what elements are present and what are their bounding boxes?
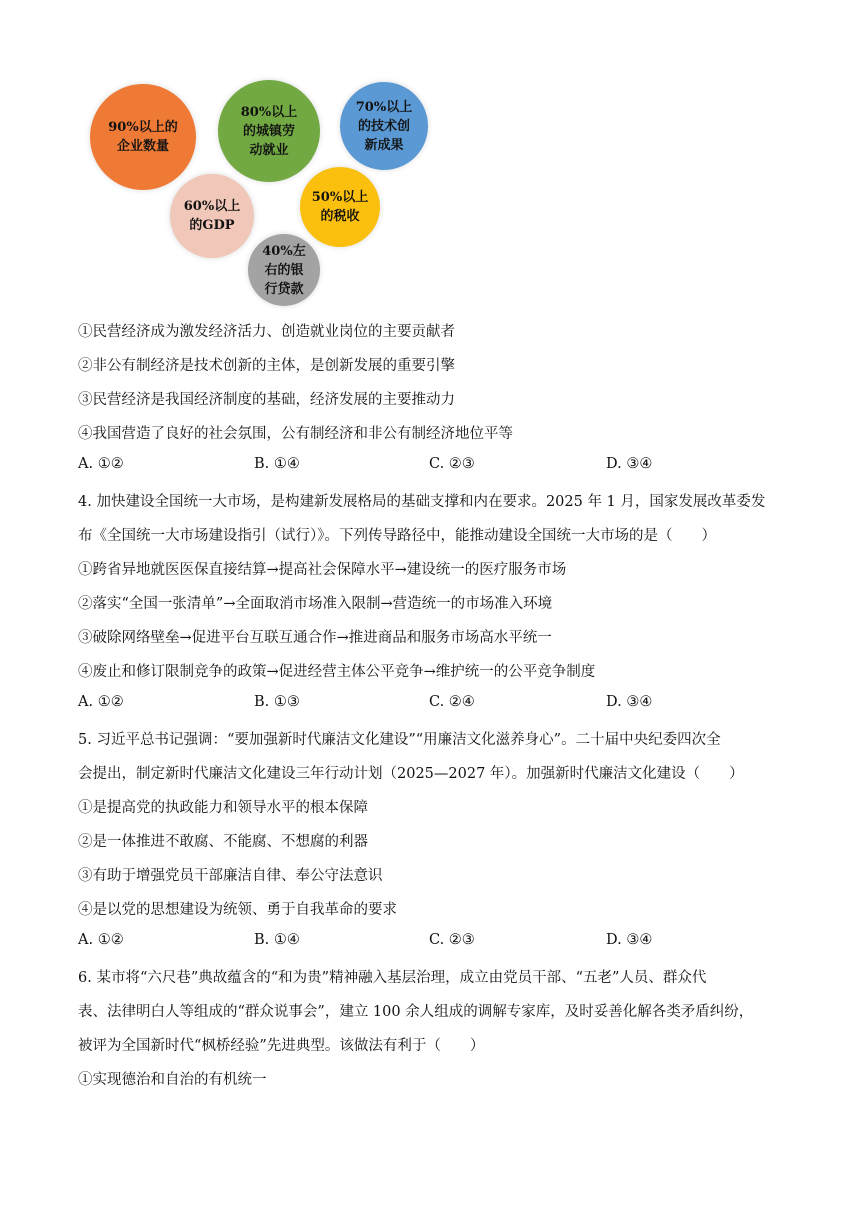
q3-option-b[interactable]: B. ①④ [254, 456, 300, 472]
q4-item-3: ③破除网络壁垒→促进平台互联互通合作→推进商品和服务市场高水平统一 [78, 630, 552, 646]
bubble-label: 90%以上的 企业数量 [108, 120, 178, 154]
bubble-label: 80%以上 的城镇劳 动就业 [240, 104, 298, 158]
bubble-bank-loans [248, 234, 320, 306]
q4-option-b[interactable]: B. ①③ [254, 694, 300, 710]
q6-item-1: ①实现德治和自治的有机统一 [78, 1072, 267, 1088]
q5-item-3: ③有助于增强党员干部廉洁自律、奉公守法意识 [78, 868, 383, 884]
bubble-tax [300, 167, 380, 247]
q3-item-1: ①民营经济成为激发经济活力、创造就业岗位的主要贡献者 [78, 324, 455, 340]
q4-option-a[interactable]: A. ①② [78, 694, 124, 710]
q4-item-1: ①跨省异地就医医保直接结算→提高社会保障水平→建设统一的医疗服务市场 [78, 562, 567, 578]
q5-stem-line-1: 5. 习近平总书记强调：“要加强新时代廉洁文化建设”“用廉洁文化滋养身心”。二十届中央纪委四次全 [78, 732, 721, 748]
q3-item-4: ④我国营造了良好的社会氛围，公有制经济和非公有制经济地位平等 [78, 426, 513, 442]
q4-item-2: ②落实“全国一张清单”→全面取消市场准入限制→营造统一的市场准入环境 [78, 596, 553, 612]
bubble-label: 60%以上 的GDP [183, 199, 241, 233]
bubble-label: 50%以上 的税收 [311, 190, 369, 224]
bubble-label: 70%以上 的技术创 新成果 [355, 99, 413, 153]
q6-stem-line-1: 6. 某市将“六尺巷”典故蕴含的“和为贵”精神融入基层治理，成立由党员干部、“五老”人员、群众代 [78, 970, 707, 986]
q3-option-d[interactable]: D. ③④ [606, 456, 653, 472]
q4-item-4: ④废止和修订限制竞争的政策→促进经营主体公平竞争→维护统一的公平竞争制度 [78, 664, 596, 680]
q6-stem-line-3: 被评为全国新时代“枫桥经验”先进典型。该做法有利于（ ） [78, 1038, 485, 1054]
q5-item-2: ②是一体推进不敢腐、不能腐、不想腐的利器 [78, 834, 368, 850]
q4-stem-line-1: 4. 加快建设全国统一大市场，是构建新发展格局的基础支撑和内在要求。2025 年 1 月，国家发展改革委发 [78, 494, 766, 510]
q5-option-c[interactable]: C. ②③ [429, 932, 475, 948]
q3-option-a[interactable]: A. ①② [78, 456, 124, 472]
q3-options [78, 456, 798, 476]
q5-item-1: ①是提高党的执政能力和领导水平的根本保障 [78, 800, 368, 816]
q5-option-a[interactable]: A. ①② [78, 932, 124, 948]
q4-option-c[interactable]: C. ②④ [429, 694, 475, 710]
statistics-bubble-figure [80, 74, 440, 306]
bubble-urban-employment [218, 80, 320, 182]
q5-options [78, 932, 798, 952]
q4-options [78, 694, 798, 714]
bubble-enterprise-count [90, 84, 196, 190]
q3-option-c[interactable]: C. ②③ [429, 456, 475, 472]
q4-option-d[interactable]: D. ③④ [606, 694, 653, 710]
q4-stem-line-2: 布《全国统一大市场建设指引（试行）》。下列传导路径中，能推动建设全国统一大市场的是（ ） [78, 528, 716, 544]
q5-option-d[interactable]: D. ③④ [606, 932, 653, 948]
q5-item-4: ④是以党的思想建设为统领、勇于自我革命的要求 [78, 902, 397, 918]
q3-item-2: ②非公有制经济是技术创新的主体，是创新发展的重要引擎 [78, 358, 455, 374]
q5-stem-line-2: 会提出，制定新时代廉洁文化建设三年行动计划（2025—2027 年）。加强新时代廉洁文化建设（ ） [78, 766, 744, 782]
q6-stem-line-2: 表、法律明白人等组成的“群众说事会”，建立 100 余人组成的调解专家库，及时妥善化解各类矛盾纠纷， [78, 1004, 754, 1020]
q3-item-3: ③民营经济是我国经济制度的基础，经济发展的主要推动力 [78, 392, 455, 408]
bubble-label: 40%左 右的银 行贷款 [262, 243, 306, 297]
q5-option-b[interactable]: B. ①④ [254, 932, 300, 948]
bubble-innovation [340, 82, 428, 170]
bubble-gdp [170, 174, 254, 258]
